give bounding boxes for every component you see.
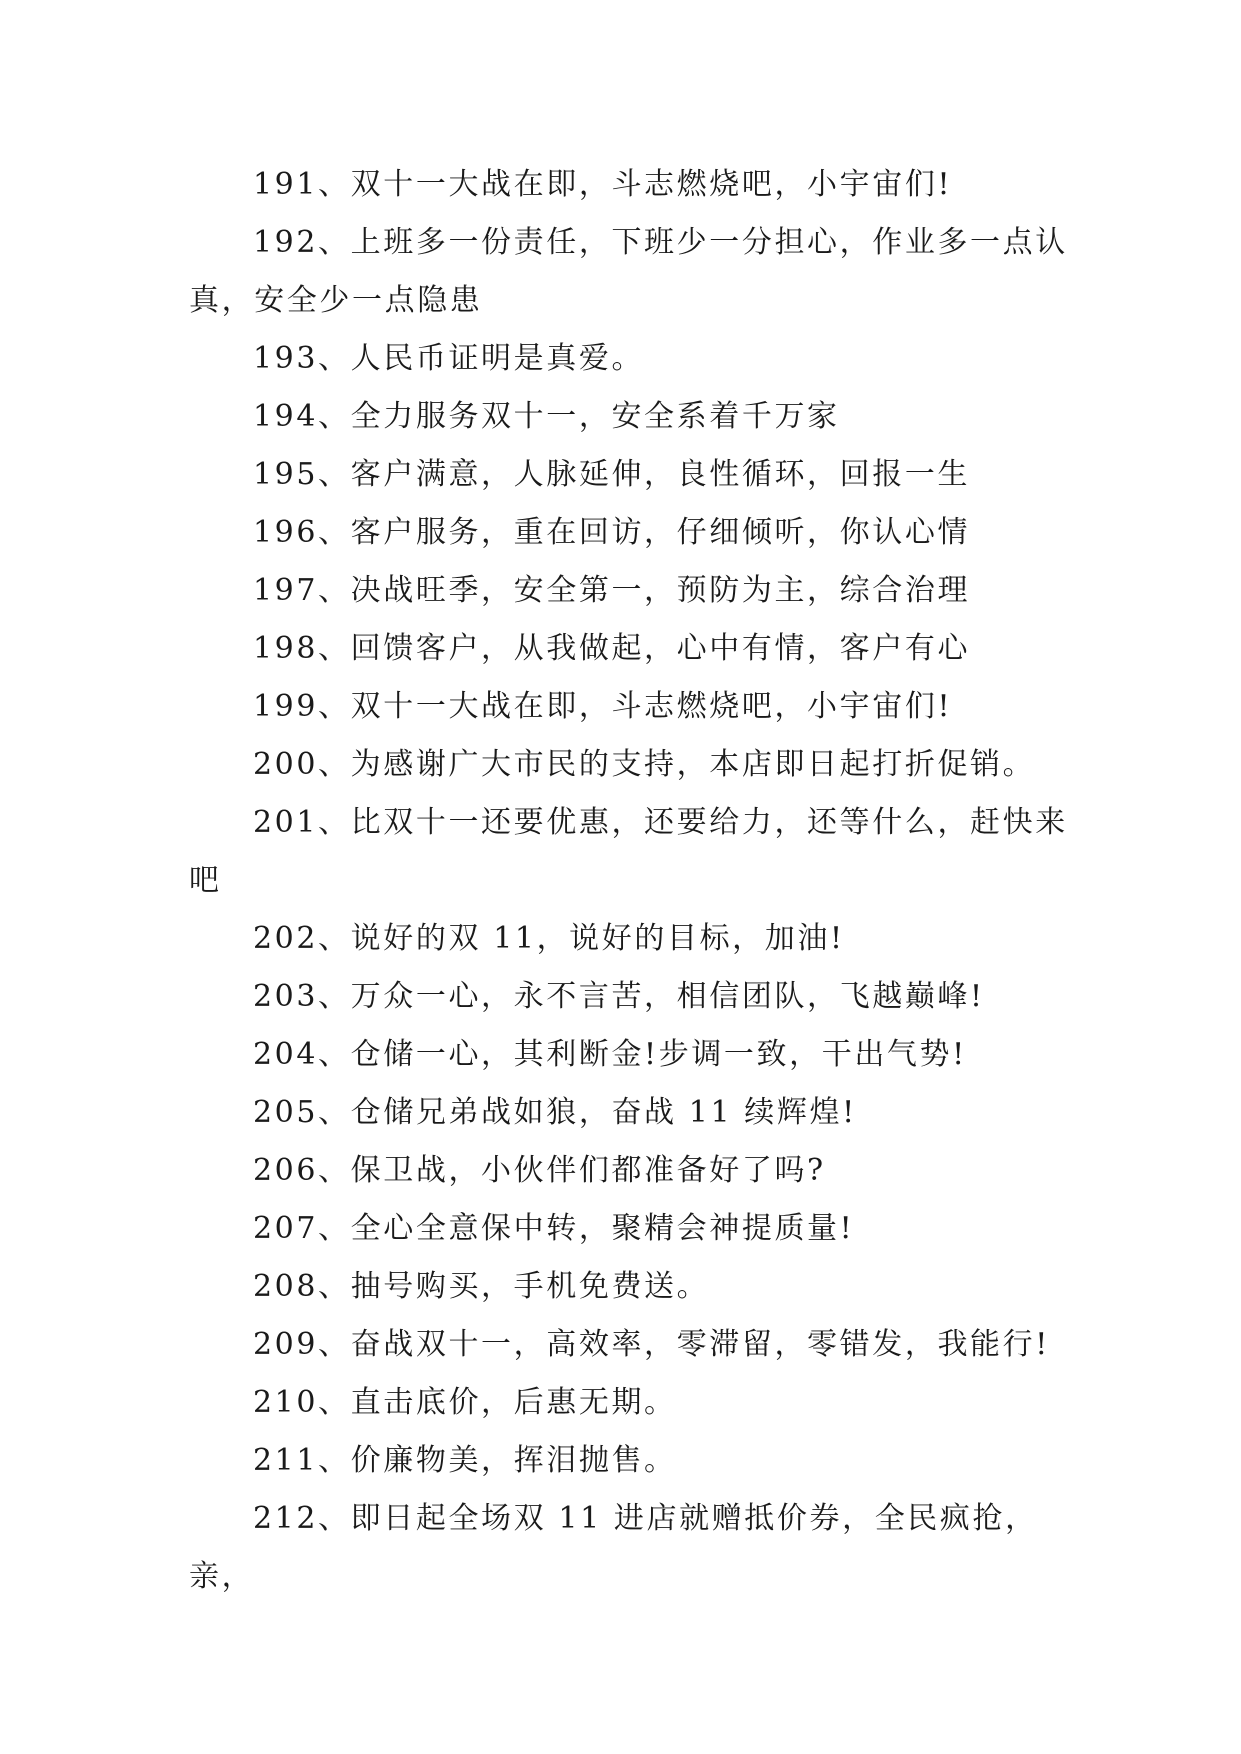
paragraph-208: 208、抽号购买，手机免费送。 [253,1269,710,1304]
paragraph-209: 209、奋战双十一，高效率，零滞留，零错发，我能行! [253,1327,1050,1362]
paragraph-207: 207、全心全意保中转，聚精会神提质量! [253,1211,855,1246]
paragraph-197: 197、决战旺季，安全第一，预防为主，综合治理 [253,573,971,608]
paragraph-206: 206、保卫战，小伙伴们都准备好了吗? [253,1153,826,1188]
paragraph-212: 212、即日起全场双 11 进店就赠抵价券，全民疯抢，亲， [189,1501,1038,1594]
paragraph-194: 194、全力服务双十一，安全系着千万家 [253,399,840,434]
paragraph-192: 192、上班多一份责任，下班少一分担心，作业多一点认真，安全少一点隐患 [189,225,1068,318]
paragraph-195: 195、客户满意，人脉延伸，良性循环，回报一生 [253,457,971,492]
paragraph-205: 205、仓储兄弟战如狼，奋战 11 续辉煌! [253,1095,857,1130]
paragraph-198: 198、回馈客户，从我做起，心中有情，客户有心 [253,631,971,666]
paragraph-200: 200、为感谢广大市民的支持，本店即日起打折促销。 [253,747,1036,782]
paragraph-201: 201、比双十一还要优惠，还要给力，还等什么，赶快来吧 [189,805,1068,898]
paragraph-203: 203、万众一心，永不言苦，相信团队，飞越巅峰! [253,979,985,1014]
paragraph-196: 196、客户服务，重在回访，仔细倾听，你认心情 [253,515,971,550]
paragraph-204: 204、仓储一心，其利断金!步调一致，干出气势! [253,1037,967,1072]
paragraph-199: 199、双十一大战在即，斗志燃烧吧，小宇宙们! [253,689,953,724]
paragraph-210: 210、直击底价，后惠无期。 [253,1385,677,1420]
document-body [189,156,1079,1606]
paragraph-193: 193、人民币证明是真爱。 [253,341,645,376]
paragraph-191: 191、双十一大战在即，斗志燃烧吧，小宇宙们! [253,167,953,202]
paragraph-202: 202、说好的双 11，说好的目标，加油! [253,921,845,956]
paragraph-211: 211、价廉物美，挥泪抛售。 [253,1443,677,1478]
